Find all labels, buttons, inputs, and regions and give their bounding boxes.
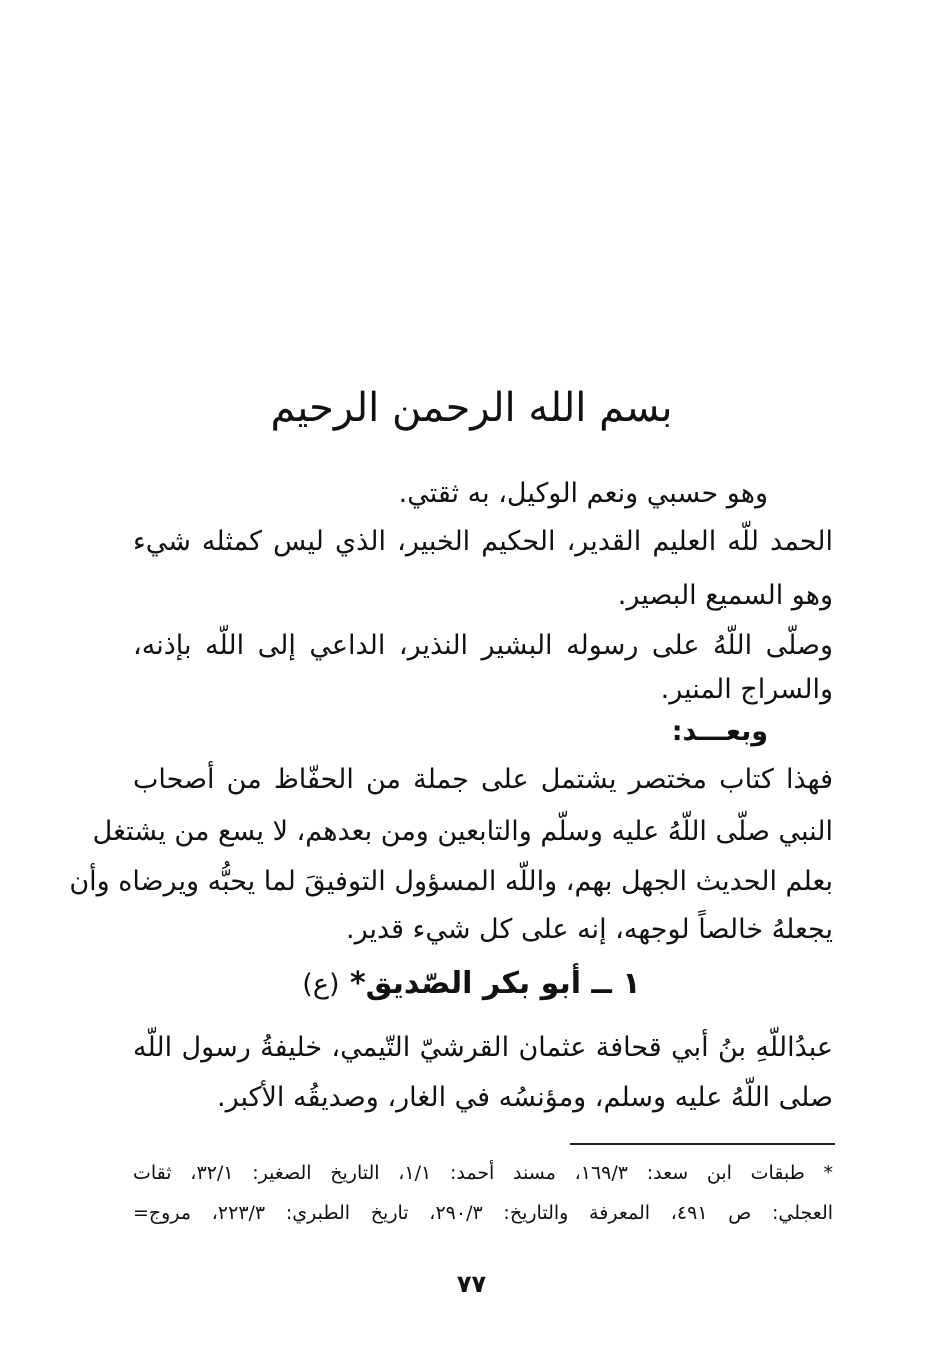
intro-line: النبي صلّى اللّهُ عليه وسلّم والتابعين ومن بعدهم، لا يسع من يشتغل <box>92 816 833 847</box>
intro-line: وهو حسبي ونعم الوكيل، به ثقتي. <box>398 478 768 509</box>
intro-line: وصلّى اللّهُ على رسوله البشير النذير، الداعي إلى اللّه بإذنه، <box>133 630 833 661</box>
intro-line: الحمد للّه العليم القدير، الحكيم الخبير، الذي ليس كمثله شيء <box>133 526 833 557</box>
footnote-divider <box>570 1143 835 1145</box>
page-number: ٧٧ <box>456 1270 487 1298</box>
intro-line: يجعلهُ خالصاً لوجهه، إنه على كل شيء قدير. <box>346 914 833 945</box>
entry-heading <box>0 960 943 1009</box>
entry-title: ١ ــ أبو بكر الصّديق* <box>349 966 641 1001</box>
entry-code: (ع) <box>302 969 340 1000</box>
wa-baad-heading: وبعـــد: <box>671 716 768 747</box>
footnote-line: العجلي: ص ٤٩١، المعرفة والتاريخ: ٢٩٠/٣، تاريخ الطبري: ٢٢٣/٣، مروج= <box>133 1202 834 1224</box>
intro-line: بعلم الحديث الجهل بهم، واللّه المسؤول التوفيقَ لما يحبُّه ويرضاه وأن <box>69 866 833 897</box>
entry-line: عبدُاللّهِ بنُ أبي قحافة عثمان القرشيّ التّيمي، خليفةُ رسول اللّه <box>133 1032 833 1063</box>
intro-line: والسراج المنير. <box>660 674 833 705</box>
basmala-heading: بسم الله الرحمن الرحيم <box>270 385 673 431</box>
entry-line: صلى اللّهُ عليه وسلم، ومؤنسُه في الغار، وصديقُه الأكبر. <box>217 1082 833 1113</box>
intro-line: فهذا كتاب مختصر يشتمل على جملة من الحفّاظ من أصحاب <box>133 764 833 795</box>
footnote-line: * طبقات ابن سعد: ١٦٩/٣، مسند أحمد: ١/١، التاريخ الصغير: ٣٢/١، ثقات <box>133 1162 834 1184</box>
intro-line: وهو السميع البصير. <box>617 580 833 611</box>
